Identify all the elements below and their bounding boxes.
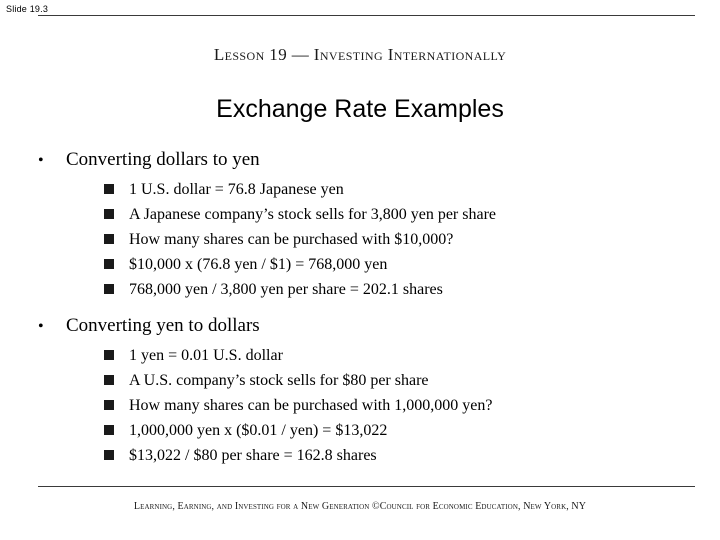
list-item-text: $13,022 / $80 per share = 162.8 shares <box>129 447 377 464</box>
list-item <box>104 277 496 302</box>
list-item-text: How many shares can be purchased with 1,000,000 yen? <box>129 397 493 414</box>
bullet-dot-icon: • <box>38 152 44 169</box>
list-item-text: $10,000 x (76.8 yen / $1) = 768,000 yen <box>129 256 388 273</box>
list-item-text: 768,000 yen / 3,800 yen per share = 202.1 shares <box>129 281 443 298</box>
bullet-list <box>38 177 496 302</box>
footer-credit: Learning, Earning, and Investing for a New Generation ©Council for Economic Education, New York, NY <box>133 501 587 512</box>
square-bullet-icon <box>104 234 114 244</box>
section-heading-text: Converting dollars to yen <box>66 149 260 170</box>
list-item <box>104 393 492 418</box>
lesson-title: Lesson 19 — Investing Internationally <box>213 45 507 64</box>
list-item <box>104 368 492 393</box>
square-bullet-icon <box>104 425 114 435</box>
list-item <box>104 202 496 227</box>
square-bullet-icon <box>104 350 114 360</box>
list-item-text: How many shares can be purchased with $10,000? <box>129 231 454 248</box>
square-bullet-icon <box>104 284 114 294</box>
list-item-text: 1 U.S. dollar = 76.8 Japanese yen <box>129 181 344 198</box>
section-heading-text: Converting yen to dollars <box>66 315 260 336</box>
section-dollars-to-yen <box>38 148 496 302</box>
list-item <box>104 443 492 468</box>
list-item <box>104 177 496 202</box>
list-item <box>104 252 496 277</box>
slide-title: Exchange Rate Examples <box>216 95 504 123</box>
list-item-text: 1,000,000 yen x ($0.01 / yen) = $13,022 <box>129 422 388 439</box>
slide-number: Slide 19.3 <box>6 4 49 14</box>
square-bullet-icon <box>104 450 114 460</box>
section-yen-to-dollars <box>38 314 492 468</box>
square-bullet-icon <box>104 259 114 269</box>
list-item <box>104 418 492 443</box>
bullet-list <box>38 343 492 468</box>
list-item <box>104 227 496 252</box>
footer-divider <box>38 486 695 487</box>
header-divider <box>38 15 695 16</box>
list-item-text: A Japanese company’s stock sells for 3,800 yen per share <box>129 206 497 223</box>
list-item <box>104 343 492 368</box>
section-heading <box>38 148 496 173</box>
section-heading <box>38 314 492 339</box>
bullet-dot-icon: • <box>38 318 44 335</box>
square-bullet-icon <box>104 209 114 219</box>
list-item-text: 1 yen = 0.01 U.S. dollar <box>129 347 283 364</box>
square-bullet-icon <box>104 375 114 385</box>
square-bullet-icon <box>104 400 114 410</box>
square-bullet-icon <box>104 184 114 194</box>
list-item-text: A U.S. company’s stock sells for $80 per share <box>129 372 429 389</box>
